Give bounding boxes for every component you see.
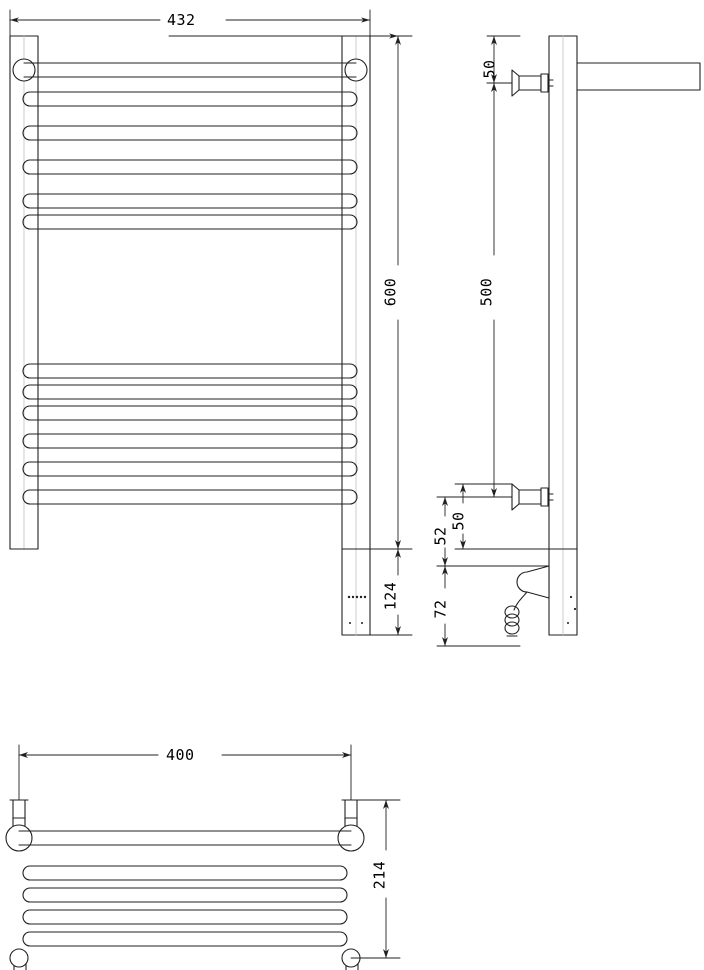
dim-label-side-bottom: 72 [431,599,450,619]
dim-label-side-main-height: 500 [477,277,496,307]
side-view [505,36,700,636]
front-view [10,36,370,635]
top-view [6,800,364,970]
dim-label-front-width: 432 [167,11,196,29]
dim-side-bracket [437,497,549,566]
dim-label-top-depth: 214 [370,860,389,890]
dim-label-side-lower-offset: 50 [449,511,468,531]
dim-label-front-foot: 124 [381,581,400,611]
dim-label-top-width: 400 [166,746,195,764]
dim-label-side-top-offset: 50 [480,59,499,79]
dim-front-height [169,36,412,549]
dim-label-front-height: 600 [381,277,400,307]
dim-label-side-bracket: 52 [431,526,450,546]
